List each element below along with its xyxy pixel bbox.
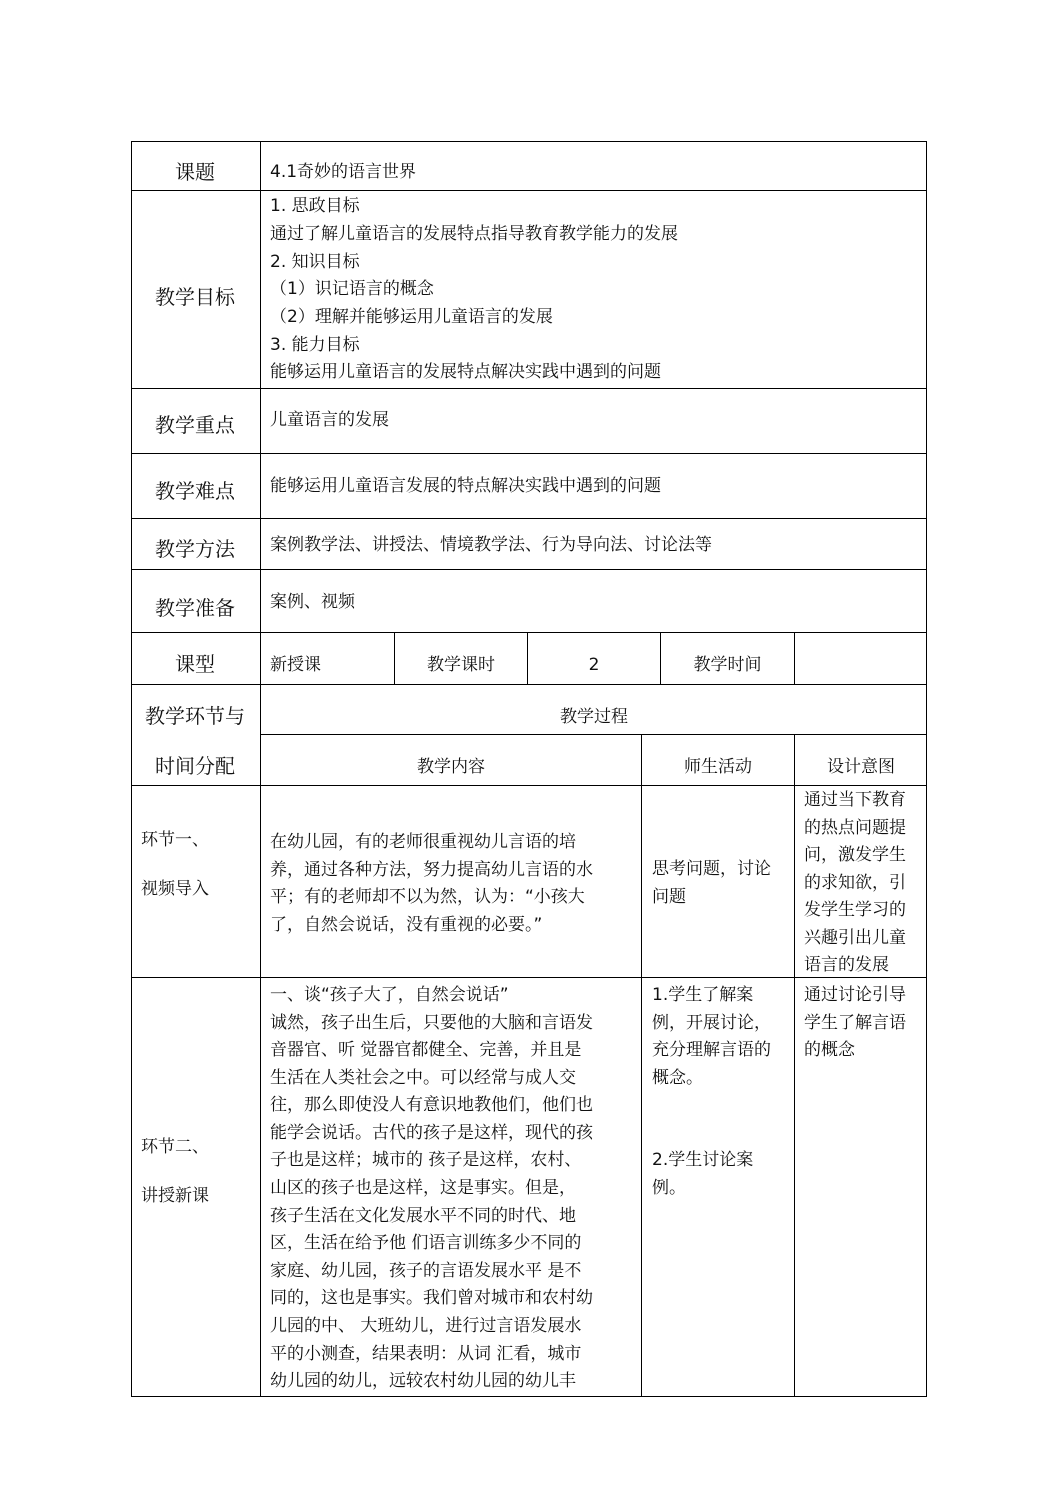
method-value: 案例教学法、讲授法、情境教学法、行为导向法、讨论法等 <box>270 535 712 555</box>
process-left-label-line1: 教学环节与 <box>145 704 245 728</box>
objective-line: 3. 能力目标 <box>270 335 360 355</box>
content-line: 在幼儿园，有的老师很重视幼儿言语的培 <box>270 832 576 852</box>
content-line: 了，自然会说话，没有重视的必要。” <box>270 915 543 935</box>
content-line: 往，那么即使没人有意识地教他们，他们也 <box>270 1095 593 1115</box>
stage-name-line2: 讲授新课 <box>141 1186 209 1206</box>
content-line: 区，生活在给予他 们语言训练多少不同的 <box>270 1233 582 1253</box>
intent-line: 的概念 <box>804 1040 855 1060</box>
objectives-label: 教学目标 <box>155 285 235 309</box>
row-divider <box>131 453 927 454</box>
objective-line: （1）识记语言的概念 <box>270 279 434 299</box>
intent-line: 兴趣引出儿童 <box>804 928 906 948</box>
stage-name-line1: 环节二、 <box>141 1137 209 1157</box>
process-header: 教学过程 <box>560 707 628 727</box>
activity-line: 问题 <box>652 887 686 907</box>
process-left-label-line2: 时间分配 <box>155 754 235 778</box>
col-activity-header: 师生活动 <box>684 757 752 777</box>
activity-line: 思考问题，讨论 <box>652 859 771 879</box>
content-line: 儿园的中、 大班幼儿，进行过言语发展水 <box>270 1316 582 1336</box>
content-line: 诚然，孩子出生后，只要他的大脑和言语发 <box>270 1013 593 1033</box>
method-label: 教学方法 <box>155 537 235 561</box>
key-point-value: 儿童语言的发展 <box>270 410 389 430</box>
activity-line: 例。 <box>652 1178 686 1198</box>
process-column-divider <box>794 734 795 1397</box>
preparation-label: 教学准备 <box>155 596 235 620</box>
col-content-header: 教学内容 <box>417 757 485 777</box>
process-header-divider <box>260 734 927 735</box>
row-divider <box>131 785 927 786</box>
lesson-hours-value: 2 <box>588 655 600 675</box>
content-line: 幼儿园的幼儿，远较农村幼儿园的幼儿丰 <box>270 1371 576 1391</box>
content-line: 一、谈“孩子大了，自然会说话” <box>270 985 509 1005</box>
intent-line: 发学生学习的 <box>804 900 906 920</box>
intent-line: 的热点问题提 <box>804 818 906 838</box>
topic-value: 4.1奇妙的语言世界 <box>270 162 417 182</box>
content-line: 音器官、听 觉器官都健全、完善，并且是 <box>270 1040 582 1060</box>
content-line: 同的，这也是事实。我们曾对城市和农村幼 <box>270 1288 593 1308</box>
objective-line: 能够运用儿童语言的发展特点解决实践中遇到的问题 <box>270 362 661 382</box>
intent-line: 通过讨论引导 <box>804 985 906 1005</box>
content-line: 养，通过各种方法，努力提高幼儿言语的水 <box>270 860 593 880</box>
row-divider <box>131 518 927 519</box>
activity-line: 1.学生了解案 <box>652 985 754 1005</box>
preparation-value: 案例、视频 <box>270 592 355 612</box>
row-divider <box>131 632 927 633</box>
row-divider <box>131 388 927 389</box>
content-line: 平；有的老师却不以为然，认为：“小孩大 <box>270 887 585 907</box>
lesson-type-value: 新授课 <box>270 655 321 675</box>
intent-line: 语言的发展 <box>804 955 889 975</box>
topic-label: 课题 <box>175 160 215 184</box>
col-intent-header: 设计意图 <box>827 757 895 777</box>
content-line: 生活在人类社会之中。可以经常与成人交 <box>270 1068 576 1088</box>
intent-line: 的求知欲，引 <box>804 873 906 893</box>
activity-line: 概念。 <box>652 1068 703 1088</box>
row-divider <box>131 684 927 685</box>
difficulty-label: 教学难点 <box>155 479 235 503</box>
content-line: 孩子生活在文化发展水平不同的时代、地 <box>270 1206 576 1226</box>
objective-line: 2. 知识目标 <box>270 252 360 272</box>
process-column-divider <box>641 734 642 1397</box>
row-divider <box>131 190 927 191</box>
key-point-label: 教学重点 <box>155 413 235 437</box>
difficulty-value: 能够运用儿童语言发展的特点解决实践中遇到的问题 <box>270 476 661 496</box>
intent-line: 问，激发学生 <box>804 845 906 865</box>
activity-line: 例，开展讨论， <box>652 1013 771 1033</box>
lesson-time-label: 教学时间 <box>693 655 762 675</box>
stage-name-line1: 环节一、 <box>141 830 209 850</box>
content-line: 能学会说话。古代的孩子是这样，现代的孩 <box>270 1123 593 1143</box>
intent-line: 学生了解言语 <box>804 1013 906 1033</box>
activity-line: 2.学生讨论案 <box>652 1150 754 1170</box>
objective-line: 1. 思政目标 <box>270 196 360 216</box>
stage-name-line2: 视频导入 <box>141 879 209 899</box>
lesson-type-label: 课型 <box>175 652 215 676</box>
row-divider <box>131 569 927 570</box>
objective-line: 通过了解儿童语言的发展特点指导教育教学能力的发展 <box>270 224 678 244</box>
objective-line: （2）理解并能够运用儿童语言的发展 <box>270 307 553 327</box>
intent-line: 通过当下教育 <box>804 790 906 810</box>
content-line: 山区的孩子也是这样，这是事实。但是， <box>270 1178 576 1198</box>
activity-line: 充分理解言语的 <box>652 1040 771 1060</box>
lesson-hours-label: 教学课时 <box>427 655 495 675</box>
content-line: 家庭、幼儿园，孩子的言语发展水平 是不 <box>270 1261 582 1281</box>
lesson-type-divider <box>794 632 795 684</box>
content-line: 子也是这样；城市的 孩子是这样，农村、 <box>270 1150 582 1170</box>
content-line: 平的小测查，结果表明：从词 汇看，城市 <box>270 1344 582 1364</box>
